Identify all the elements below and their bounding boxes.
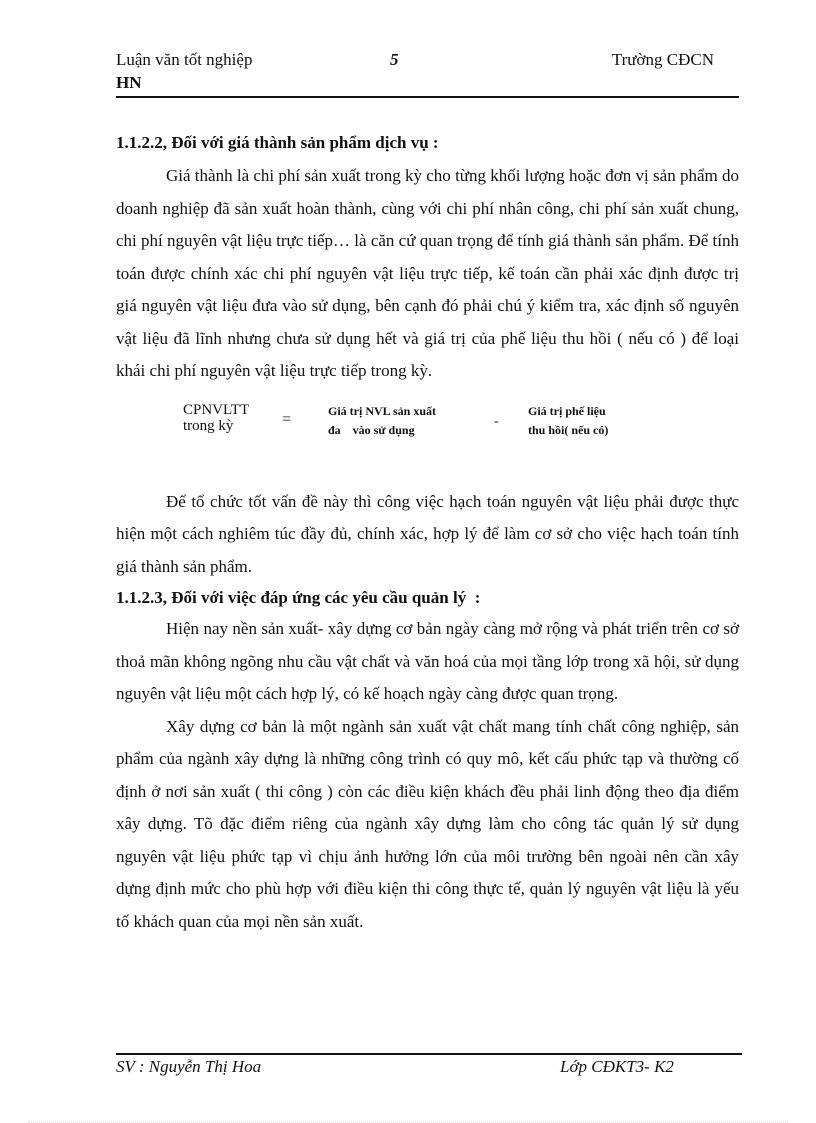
footer-student: SV : Nguyễn Thị Hoa [116,1057,262,1076]
header-right: Trường CĐCN [611,50,714,69]
paragraph-3: Hiện nay nền sản xuất- xây dựng cơ bản ngày càng mở rộng và phát triển trên cơ sở thoả mãn không ngõng nhu cầu vật chất và văn hoá của mọi tầng lớp trong xã hội, sử dụng nguyên vật liệu một cách hợp lý, có kế hoạch ngày càng được quan trọng. [116,619,739,703]
formula-middle [328,402,436,440]
formula-left-line1: CPNVLTT [183,401,250,418]
page-header [116,48,740,100]
footer-divider [116,1053,742,1055]
section-heading-1: 1.1.2.2, Đối với giá thành sản phẩm dịch vụ : [116,133,439,152]
section-heading-2: 1.1.2.3, Đối với việc đáp ứng các yêu cầu quản lý : [116,588,481,607]
formula-left [183,402,249,434]
formula-block [116,402,739,462]
footer-class: Lớp CĐKT3- K2 [560,1057,674,1076]
header-left [116,48,252,94]
formula-equals: = [282,410,292,428]
formula-mid-line2: đa vào sử dụng [328,422,415,437]
page-number: 5 [390,50,399,69]
formula-right-line1: Giá trị phế liệu [528,403,606,418]
formula-right-line2: thu hồi( nếu có) [528,422,609,437]
header-left-line1: Luận văn tốt nghiệp [116,50,253,69]
formula-mid-line1: Giá trị NVL sản xuất [328,403,437,418]
formula-right [528,402,608,440]
formula-left-line2: trong kỳ [183,417,234,434]
paragraph-1: Giá thành là chi phí sản xuất trong kỳ cho từng khối lượng hoặc đơn vị sản phẩm do doanh nghiệp đã sản xuất hoàn thành, cùng với chi phí nhân công, chi phí sản xuất chung, chi phí nguyên vật liệu trực tiếp… là căn cứ quan trọng để tính giá thành sản phẩm. Để tính toán được chính xác chi phí nguyên vật liệu trực tiếp, kế toán cần phải xác định được trị giá nguyên vật liệu đưa vào sử dụng, bên cạnh đó phải chú ý kiểm tra, xác định số nguyên vật liệu đã lĩnh nhưng chưa sử dụng hết và giá trị của phế liệu thu hồi ( nếu có ) để loại khái chi phí nguyên vật liệu trực tiếp trong kỳ. [116,166,739,380]
paragraph-4: Xây dựng cơ bản là một ngành sản xuất vật chất mang tính chất công nghiệp, sản phẩm của ngành xây dựng là những công trình có quy mô, kết cấu phức tạp và thường cố định ở nơi sản xuất ( thi công ) còn các điều kiện khách đều phải linh động theo địa điểm xây dựng. Tõ đặc điểm riêng của ngành xây dựng làm cho công tác quản lý sử dụng nguyên vật liệu phức tạp vì chịu ảnh hưởng lớn của môi trường bên ngoài nên cần xây dựng định mức cho phù hợp với điều kiện thi công thực tế, quản lý nguyên vật liệu là yếu tố khách quan của mọi nền sản xuất. [116,716,739,931]
paragraph-2: Để tổ chức tốt vấn đề này thì công việc hạch toán nguyên vật liệu phải được thực hiện một cách nghiêm túc đầy đủ, chính xác, hợp lý để làm cơ sở cho việc hạch toán tính giá thành sản phẩm. [116,491,739,576]
formula-minus: - [494,413,499,429]
main-content [116,128,739,938]
header-divider [116,96,739,98]
header-left-line2: HN [116,73,142,92]
